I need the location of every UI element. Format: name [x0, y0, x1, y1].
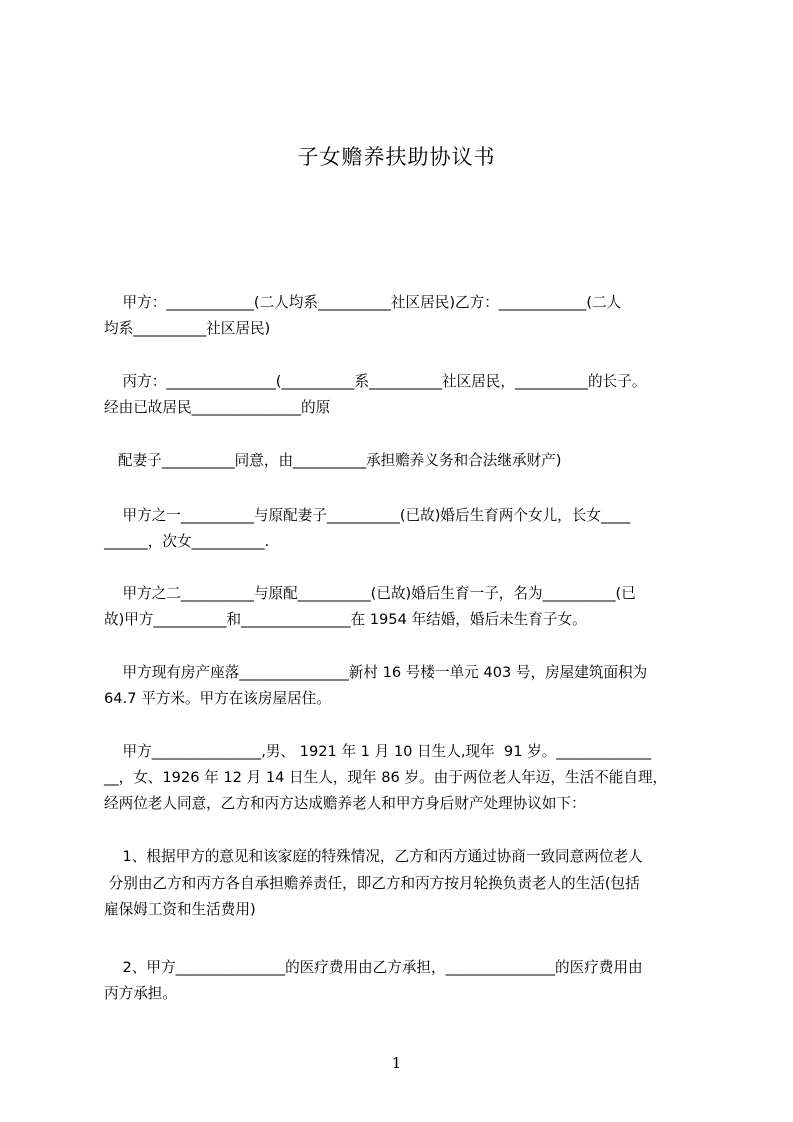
paragraph-line: 经由已故居民_______________的原 — [104, 399, 331, 416]
paragraph-line: 甲方现有房产座落_______________新村 16 号楼一单元 403 号，房屋建筑面积为 — [104, 664, 648, 681]
paragraph-line: 丙方：_______________(__________系__________社区居民，__________的长子。 — [104, 373, 647, 390]
paragraph-line: 配妻子__________同意，由__________承担赡养义务和合法继承财产) — [104, 452, 562, 469]
page-number: 1 — [391, 1054, 402, 1072]
paragraph-line: ______，次女__________. — [104, 533, 270, 550]
paragraph-line: 丙方承担。 — [104, 985, 177, 1002]
paragraph-line: 2、甲方_______________的医疗费用由乙方承担，_______________的医疗费用由 — [104, 959, 643, 976]
paragraph-line: 雇保姆工资和生活费用) — [104, 901, 256, 918]
paragraph-line: 64.7 平方米。甲方在该房屋居住。 — [104, 690, 331, 707]
document-title: 子女赡养扶助协议书 — [297, 145, 496, 169]
paragraph-line: 甲方之一__________与原配妻子__________(已故)婚后生育两个女儿，长女____ — [104, 507, 631, 524]
paragraph-line: 甲方之二__________与原配__________(已故)婚后生育一子，名为__________(已 — [104, 585, 636, 602]
paragraph-line: 经两位老人同意，乙方和丙方达成赡养老人和甲方身后财产处理协议如下： — [104, 795, 586, 812]
paragraph-line: 甲方_______________,男、 1921 年 1 月 10 日生人,现年 91 岁。_____________ — [104, 743, 652, 760]
paragraph-line: 故)甲方__________和_______________在 1954 年结婚，婚后未生育子女。 — [104, 611, 587, 628]
paragraph-line: 均系__________社区居民) — [104, 320, 271, 337]
paragraph-line: 1、根据甲方的意见和该家庭的特殊情况，乙方和丙方通过协商一致同意两位老人 — [104, 848, 643, 865]
paragraph-line: 甲方：____________(二人均系__________社区居民)乙方：____________(二人 — [104, 294, 622, 311]
paragraph-line: 分别由乙方和丙方各自承担赡养责任，即乙方和丙方按月轮换负责老人的生活(包括 — [104, 875, 640, 892]
paragraph-line: __，女、1926 年 12 月 14 日生人，现年 86 岁。由于两位老人年迈，生活不能自理， — [104, 769, 668, 786]
